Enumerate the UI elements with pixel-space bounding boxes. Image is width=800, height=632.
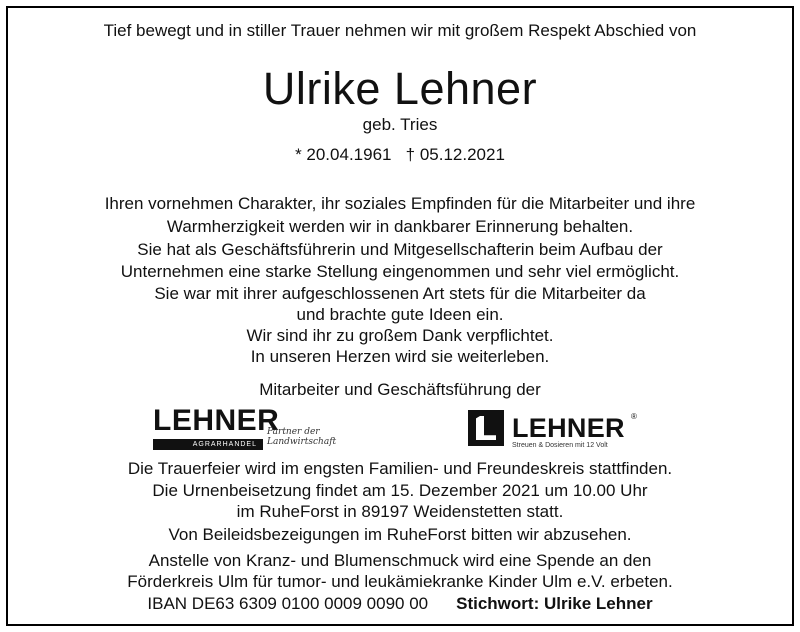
- logo-agrar-name: LEHNER: [153, 404, 280, 437]
- notice-line: Anstelle von Kranz- und Blumenschmuck wird eine Spende an den: [148, 551, 652, 570]
- tribute-line: Ihren vornehmen Charakter, ihr soziales Empfinden für die Mitarbeiter und ihre: [104, 194, 696, 213]
- logo-streuen-name: LEHNER: [512, 413, 625, 443]
- logo-agrar-slogan: Partner der Landwirtschaft: [267, 427, 337, 447]
- tribute-line: Sie hat als Geschäftsführerin und Mitgesellschafterin beim Aufbau der: [137, 240, 663, 259]
- life-dates: * 20.04.1961 † 05.12.2021: [295, 145, 505, 164]
- notice-line: Die Urnenbeisetzung findet am 15. Dezember 2021 um 10.00 Uhr: [152, 481, 648, 500]
- lehner-mark-icon: [468, 410, 504, 446]
- notice-line: Die Trauerfeier wird im engsten Familien- und Freundeskreis stattfinden.: [127, 459, 673, 478]
- tribute-line: und brachte gute Ideen ein.: [296, 305, 504, 324]
- lehner-agrarhandel-logo: [153, 405, 353, 455]
- intro-text: Tief bewegt und in stiller Trauer nehmen wir mit großem Respekt Abschied von: [103, 21, 697, 40]
- tribute-line: In unseren Herzen wird sie weiterleben.: [250, 347, 550, 366]
- notice-line: Von Beileidsbezeigungen im RuheForst bitten wir abzusehen.: [168, 525, 632, 544]
- signature-line: Mitarbeiter und Geschäftsführung der: [259, 380, 541, 399]
- tribute-line: Warmherzigkeit werden wir in dankbarer Erinnerung behalten.: [166, 217, 634, 236]
- deceased-name: Ulrike Lehner: [262, 63, 538, 114]
- donation-line: [0, 594, 800, 614]
- notice-line: Förderkreis Ulm für tumor- und leukämiekranke Kinder Ulm e.V. erbeten.: [127, 572, 673, 591]
- lehner-streuen-logo: [468, 410, 668, 455]
- logo-streuen-tagline: Streuen & Dosieren mit 12 Volt: [512, 442, 608, 449]
- iban-text: IBAN DE63 6309 0100 0009 0090 00: [147, 594, 429, 613]
- donation-keyword: Stichwort: Ulrike Lehner: [456, 594, 653, 613]
- tribute-line: Unternehmen eine starke Stellung eingenommen und sehr viel ermöglicht.: [120, 262, 680, 281]
- tribute-line: Wir sind ihr zu großem Dank verpflichtet.: [246, 326, 554, 345]
- logo-agrar-subtitle: AGRARHANDEL: [153, 439, 263, 450]
- notice-line: im RuheForst in 89197 Weidenstetten statt.: [236, 502, 564, 521]
- maiden-name: geb. Tries: [362, 115, 438, 134]
- tribute-line: Sie war mit ihrer aufgeschlossenen Art stets für die Mitarbeiter da: [154, 284, 646, 303]
- registered-mark: ®: [631, 412, 637, 421]
